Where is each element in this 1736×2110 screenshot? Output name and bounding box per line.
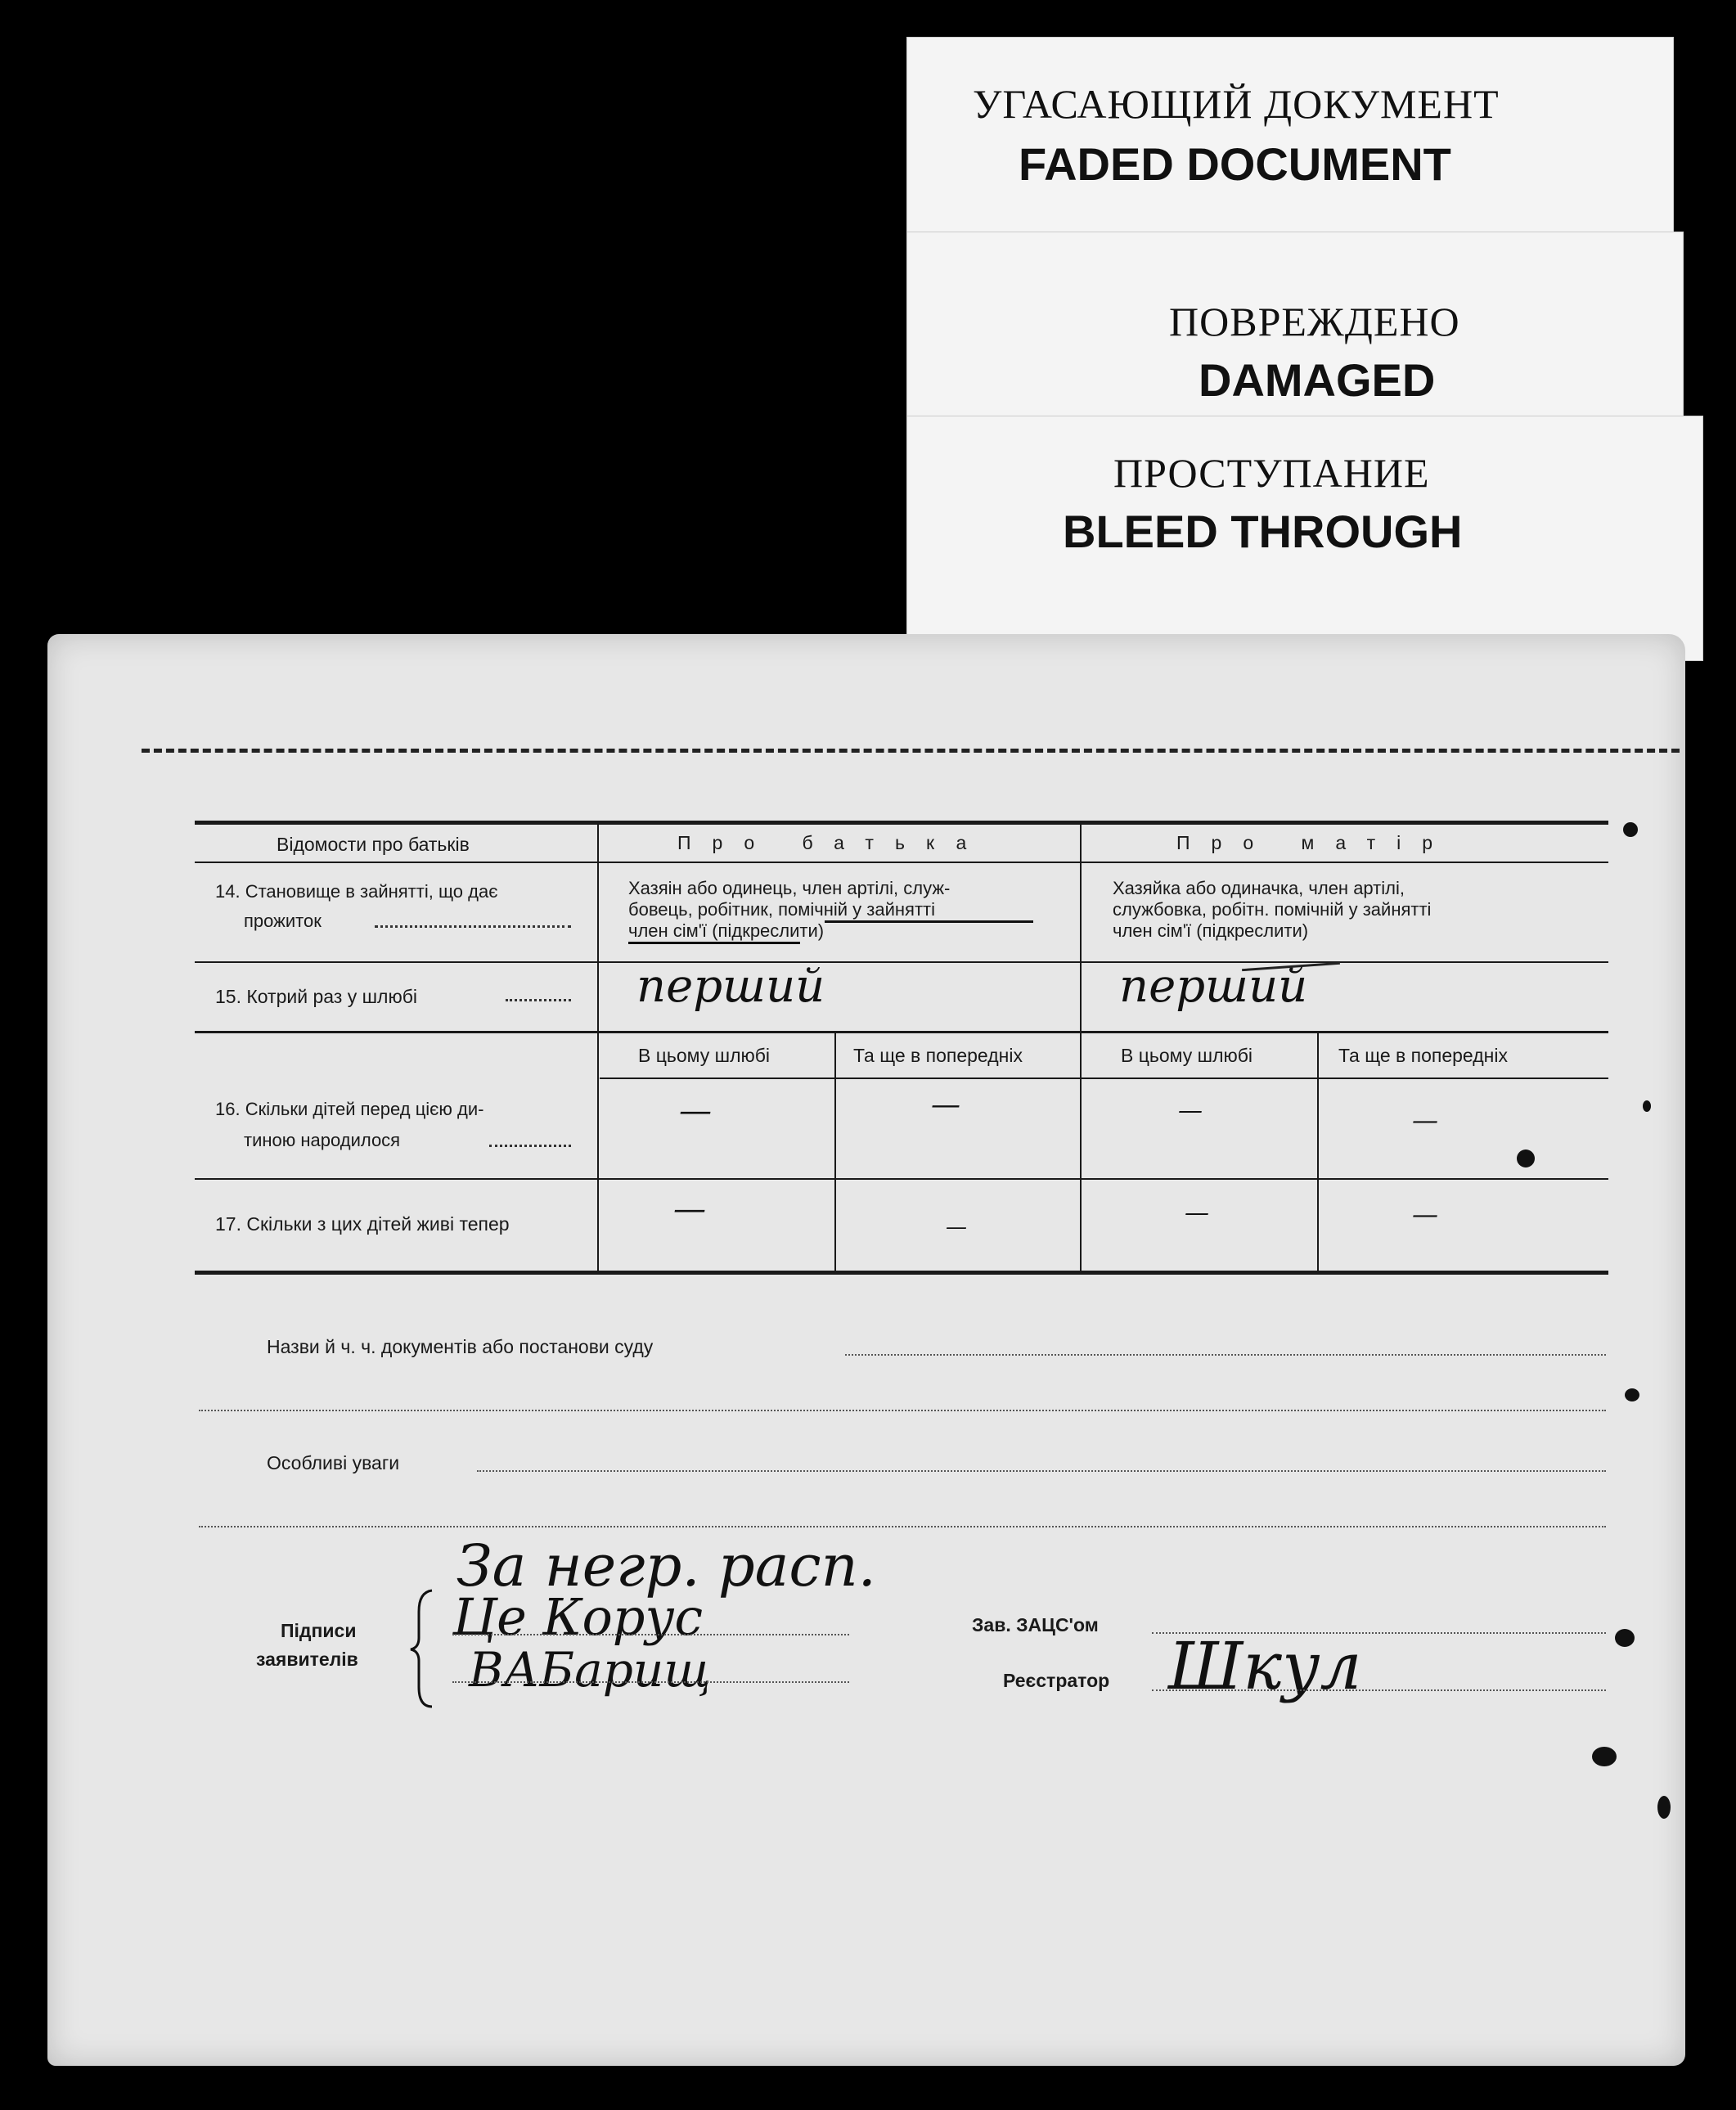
documents-fill-line-1 [845,1354,1606,1356]
applicants-label-line1: Підписи [281,1620,357,1641]
row16-father-previous: — [931,1088,960,1122]
punch-hole [1623,822,1638,837]
row16-father-this: — [679,1092,712,1130]
header-mother: Про матір [1176,832,1455,853]
row14-mother-line2: службовка, робітн. помічній у зайнятті [1113,899,1432,920]
row15-mother-handwritten: перший [1119,960,1308,1013]
row17-father-this: — [673,1190,706,1228]
applicants-label-line2: заявителів [256,1649,358,1670]
row15-father-handwritten: перший [636,960,825,1013]
applicant-signature-1: Це Корус [452,1587,704,1647]
father-this-marriage-header: В цьому шлюбі [638,1045,771,1066]
row17-mother-previous: — [1412,1199,1438,1230]
damaged-card-en: DAMAGED [1199,354,1436,406]
row14-rule [195,961,1608,963]
signature-line-2 [452,1681,849,1683]
punch-hole [1625,1388,1639,1401]
col-divider-3 [834,1033,836,1272]
documents-label: Назви й ч. ч. документів або постанови суду [267,1336,654,1357]
row17-mother-this: — [1185,1199,1209,1227]
row14-label-leader [375,925,571,928]
table-top-rule [195,821,1608,825]
row15-label-leader [506,999,571,1001]
bleed-card-ru: ПРОСТУПАНИЕ [1113,450,1430,496]
header-father: Про батька [677,832,988,853]
damaged-card-ru: ПОВРЕЖДЕНО [1169,299,1460,344]
row16-label-line2: тиною народилося [244,1130,401,1150]
row14-mother-line1: Хазяйка або одиначка, член артілі, [1113,878,1405,898]
father-previous-header: Та ще в попередніх [853,1045,1023,1066]
mother-previous-header: Та ще в попередніх [1338,1045,1508,1066]
row15-label: 15. Котрий раз у шлюбі [215,986,418,1007]
signature-line-1 [452,1634,849,1635]
signatures-brace [407,1587,440,1710]
remarks-label: Особливі уваги [267,1452,400,1473]
row17-label: 17. Скільки з цих дітей живі тепер [215,1213,510,1235]
handwritten-note: За негр. расп. [456,1532,876,1599]
row14-father-line2: бовець, робітник, помічній у зайнятті [628,899,936,920]
row14-label-line2: прожиток [244,911,322,931]
table-bottom-rule [195,1271,1608,1275]
row15-rule [195,1031,1608,1033]
faded-card-ru: УГАСАЮЩИЙ ДОКУМЕНТ [973,81,1500,127]
documents-fill-line-2 [199,1410,1606,1411]
dashed-cut-line [142,749,1680,753]
table-header-rule [195,862,1608,863]
document-sheet [47,634,1685,2066]
applicant-signature-2: ВАБарищ [469,1642,712,1698]
punch-hole [1615,1629,1635,1647]
father-occupation-underline [825,920,1033,923]
registrar-label: Реєстратор [1003,1670,1110,1691]
row16-mother-this: — [1178,1096,1203,1125]
row14-father-line3: член сім'ї (підкреслити) [628,920,825,941]
bleed-card-en: BLEED THROUGH [1063,506,1463,557]
registrar-line [1152,1689,1606,1691]
faded-document-card [906,37,1674,254]
row16-label-line1: 16. Скільки дітей перед цією ди- [215,1099,484,1119]
row14-mother-line3: член сім'ї (підкреслити) [1113,920,1309,941]
faded-card-en: FADED DOCUMENT [1019,138,1451,190]
registrar-signature: Шкул [1168,1628,1362,1704]
row16-label-leader [489,1145,571,1147]
remarks-fill-line-2 [199,1526,1606,1527]
row17-father-previous: — [946,1215,967,1239]
punch-hole [1592,1747,1617,1766]
father-family-member-underline [628,942,800,944]
col-divider-1 [597,822,599,1272]
punch-hole [1517,1149,1535,1167]
col-divider-4 [1317,1033,1319,1272]
subheader-rule [600,1077,1608,1079]
row16-rule [195,1178,1608,1180]
row14-label-line1: 14. Становище в зайнятті, що дає [215,881,498,902]
punch-hole [1657,1796,1671,1819]
row16-mother-previous: — [1412,1104,1438,1136]
row14-father-line1: Хазяін або одинець, член артілі, служ- [628,878,951,898]
mother-this-marriage-header: В цьому шлюбі [1121,1045,1253,1066]
damaged-card [906,232,1684,428]
bleed-through-card [906,416,1703,661]
header-parents-info: Відомости про батьків [277,834,470,855]
col-divider-2 [1080,822,1082,1272]
zags-head-label: Зав. ЗАЦС'ом [972,1614,1099,1635]
punch-hole [1643,1100,1651,1112]
remarks-fill-line-1 [477,1470,1606,1472]
